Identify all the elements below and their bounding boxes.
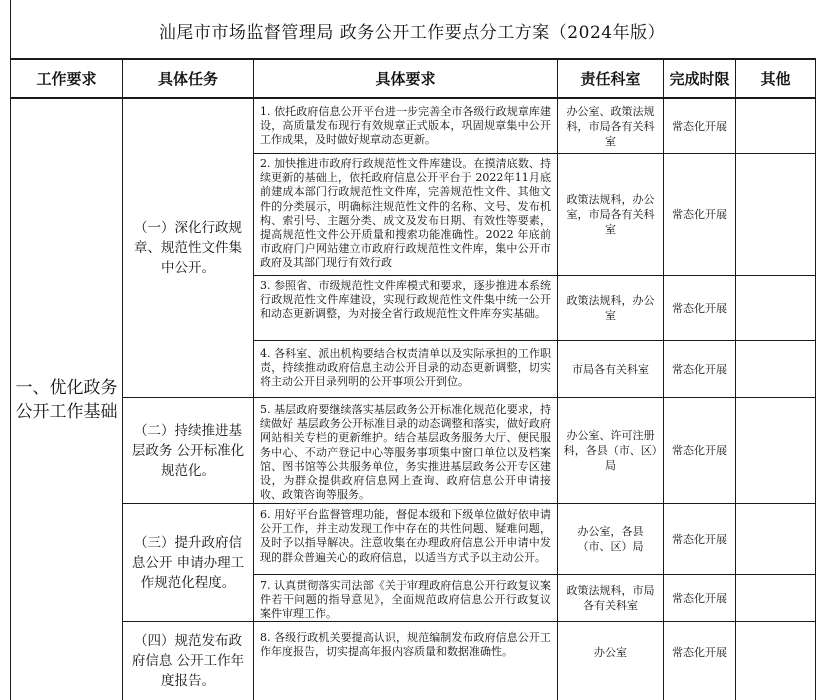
- task-regulations-publication: （一）深化行政规章、规范性文件集中公开。: [134, 220, 242, 276]
- dept-3: 政策法规科，办公室: [566, 294, 655, 322]
- requirement-5: 5. 基层政府要继续落实基层政务公开标准化规范化要求，持续做好 基层政务公开标准目录的动态调整和落实，做好政府网站相关专栏的更新维护。结合基层政务服务大厅、便民服务中心、不动产登记中心等服务事项集中窗口单位以及档案馆、图书馆等公共服务单位，务实推进基层政务公开专区建设，为群众提供政府信息网上查询、政府信息公开申请接收、政策咨询等服务。: [260, 403, 551, 502]
- header-detail: 具体要求: [375, 70, 436, 88]
- requirement-7: 7. 认真贯彻落实司法部《关于审理政府信息公开行政复议案件若干问题的指导意见》，全面规范政府信息公开行政复议案件审理工作。: [260, 579, 551, 621]
- dept-7: 政策法规科，市局各有关科室: [566, 584, 655, 612]
- dept-5: 办公室、许可注册科，各县（市、区）局: [563, 429, 658, 472]
- requirement-2: 2. 加快推进市政府行政规范性文件库建设。在摸清底数、持续更新的基础上，依托政府信息公开平台于 2022年11月底前建成本部门行政规范性文件库，完善规范性文件、其他文件的分类展示，明确标注规范性文件的名称、文号、发布机构、索引号、主题分类、成文及发布日期、有效性等要素，提高规范性文件公开质量和搜索功能准确性。2022 年底前市政府门户网站建立市政府行政规范性文件库，集中公开市政府及其部门现行有效行政: [260, 157, 551, 270]
- deadline-6: 常态化开展: [672, 532, 727, 546]
- task-application-handling: （三）提升政府信息公开 申请办理工作规范化程度。: [131, 534, 245, 591]
- header-task: 具体任务: [157, 70, 218, 88]
- deadline-7: 常态化开展: [672, 591, 727, 605]
- category-optimize-basics: 一、优化政务公开工作基础: [15, 377, 118, 422]
- header-other: 其他: [760, 70, 791, 88]
- dept-8: 办公室: [594, 645, 627, 659]
- deadline-2: 常态化开展: [672, 208, 727, 221]
- dept-4: 市局各有关科室: [572, 362, 649, 376]
- requirement-4: 4. 各科室、派出机构要结合权责清单以及实际承担的工作职责，持续推动政府信息主动公开目录的动态更新调整，切实将主动公开目录列明的公开事项公开到位。: [260, 347, 551, 389]
- deadline-3: 常态化开展: [672, 301, 727, 315]
- requirement-8: 8. 各级行政机关要提高认识，规范编制发布政府信息公开工作年度报告，切实提高年报内容质量和数据准确性。: [260, 631, 551, 659]
- requirement-6: 6. 用好平台监督管理功能，督促本级和下级单位做好依申请公开工作，并主动发现工作中存在的共性问题、疑难问题，及时予以指导解决。注意收集在办理政府信息公开申请中发现的群众普遍关心的政府信息，以适当方式予以主动公开。: [260, 508, 551, 564]
- deadline-5: 常态化开展: [672, 444, 727, 457]
- table-border-right: [815, 58, 816, 700]
- dept-1: 办公室、政策法规科，市局各有关科室: [566, 104, 655, 148]
- task-annual-report: （四）规范发布政府信息 公开工作年度报告。: [131, 633, 245, 689]
- header-dept: 责任科室: [580, 70, 641, 88]
- dept-6: 办公室，各县（市、区）局: [577, 525, 644, 553]
- header-requirement: 工作要求: [36, 70, 97, 88]
- requirement-1: 1. 依托政府信息公开平台进一步完善全市各级行政规章库建设，高质量发布现行有效规章正式版本，巩固规章集中公开工作成果，及时做好规章动态更新。: [260, 105, 551, 147]
- deadline-1: 常态化开展: [672, 119, 727, 133]
- header-deadline: 完成时限: [669, 70, 730, 88]
- page-title: 汕尾市市场监督管理局 政务公开工作要点分工方案（2024年版）: [158, 23, 666, 43]
- deadline-8: 常态化开展: [672, 645, 727, 659]
- deadline-4: 常态化开展: [672, 362, 727, 376]
- task-grassroots-standardization: （二）持续推进基层政务 公开标准化规范化。: [131, 422, 245, 479]
- dept-2: 政策法规科，办公室，市局各有关科室: [566, 193, 655, 236]
- column-divider: [735, 58, 736, 700]
- requirement-3: 3. 参照省、市级规范性文件库模式和要求，逐步推进本系统行政规范性文件库建设，实现行政规范性文件集中统一公开和动态更新调整，为对接全省行政规范性文件库夯实基础。: [260, 279, 551, 321]
